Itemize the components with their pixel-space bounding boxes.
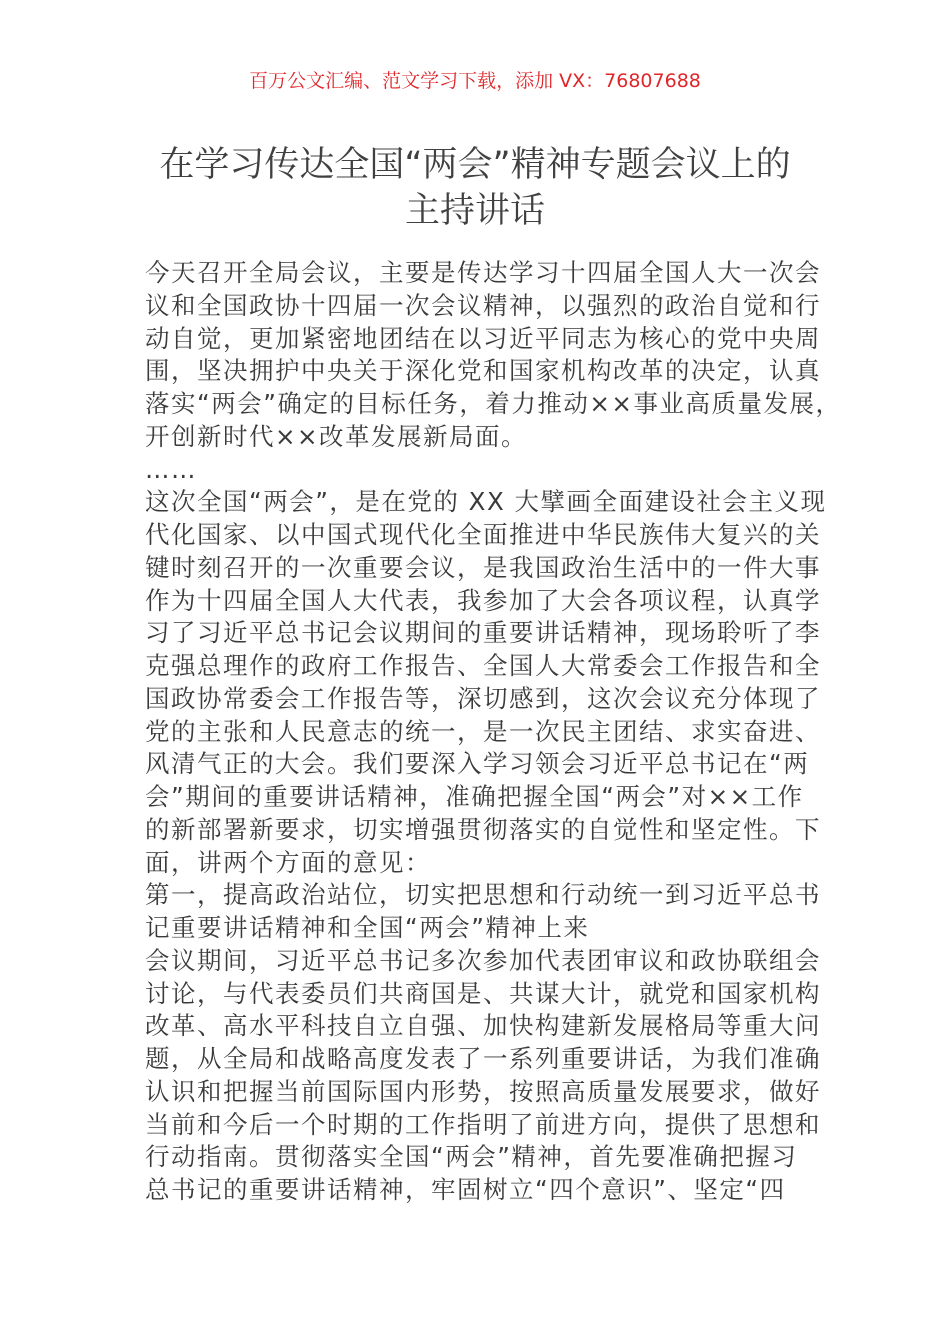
- body-text-line: 议和全国政协十四届一次会议精神，以强烈的政治自觉和行: [145, 290, 821, 320]
- title-line: 在学习传达全国“两会”精神专题会议上的: [159, 145, 791, 185]
- body-text-line: 总书记的重要讲话精神，牢固树立“四个意识”、坚定“四: [145, 1175, 786, 1204]
- body-text-line: 习了习近平总书记会议期间的重要讲话精神，现场聆听了李: [145, 618, 821, 648]
- body-text-line: 作为十四届全国人大代表，我参加了大会各项议程，认真学: [145, 585, 821, 615]
- document-title: [0, 142, 950, 234]
- body-text-line: 风清气正的大会。我们要深入学习领会习近平总书记在“两: [145, 749, 810, 779]
- body-text-line: 开创新时代××改革发展新局面。: [145, 421, 528, 451]
- body-text-line: 行动指南。贯彻落实全国“两会”精神，首先要准确把握习: [145, 1142, 798, 1172]
- body-text-line: 面，讲两个方面的意见：: [145, 847, 431, 877]
- body-text-line: 当前和今后一个时期的工作指明了前进方向，提供了思想和: [145, 1109, 821, 1139]
- body-text-line: 记重要讲话精神和全国“两会”精神上来: [145, 913, 590, 942]
- body-text-line: 围，坚决拥护中央关于深化党和国家机构改革的决定，认真: [145, 356, 821, 386]
- body-text-line: 第一，提高政治站位，切实把思想和行动统一到习近平总书: [145, 880, 821, 910]
- title-line: 主持讲话: [404, 191, 545, 231]
- body-text-line: 的新部署新要求，切实增强贯彻落实的自觉性和坚定性。下: [145, 814, 821, 844]
- body-text-line: 会议期间，习近平总书记多次参加代表团审议和政协联组会: [145, 945, 821, 975]
- download-notice-header: 百万公文汇编、范文学习下载，添加 VX：76807688: [249, 70, 701, 92]
- body-text-line: 这次全国“两会”，是在党的 XX 大擘画全面建设社会主义现: [145, 487, 827, 517]
- body-text-line: 讨论，与代表委员们共商国是、共谋大计，就党和国家机构: [145, 978, 821, 1008]
- body-text-line: 题，从全局和战略高度发表了一系列重要讲话，为我们准确: [145, 1044, 821, 1073]
- body-text-line: 克强总理作的政府工作报告、全国人大常委会工作报告和全: [145, 651, 821, 680]
- document-body: [145, 257, 845, 1207]
- body-text-line: 会”期间的重要讲话精神，准确把握全国“两会”对××工作: [145, 782, 804, 811]
- body-text-line: 代化国家、以中国式现代化全面推进中华民族伟大复兴的关: [145, 520, 821, 549]
- body-text-line: 国政协常委会工作报告等，深切感到，这次会议充分体现了: [145, 683, 821, 713]
- body-text-line: ……: [145, 454, 197, 484]
- body-text-line: 党的主张和人民意志的统一，是一次民主团结、求实奋进、: [145, 716, 821, 746]
- body-text-line: 动自觉，更加紧密地团结在以习近平同志为核心的党中央周: [145, 323, 821, 353]
- body-text-line: 改革、高水平科技自立自强、加快构建新发展格局等重大问: [145, 1011, 821, 1041]
- body-text-line: 认识和把握当前国际国内形势，按照高质量发展要求，做好: [145, 1076, 821, 1106]
- body-text-line: 键时刻召开的一次重要会议，是我国政治生活中的一件大事: [145, 552, 821, 582]
- body-text-line: 落实“两会”确定的目标任务，着力推动××事业高质量发展，: [145, 389, 842, 418]
- body-text-line: 今天召开全局会议，主要是传达学习十四届全国人大一次会: [145, 258, 821, 287]
